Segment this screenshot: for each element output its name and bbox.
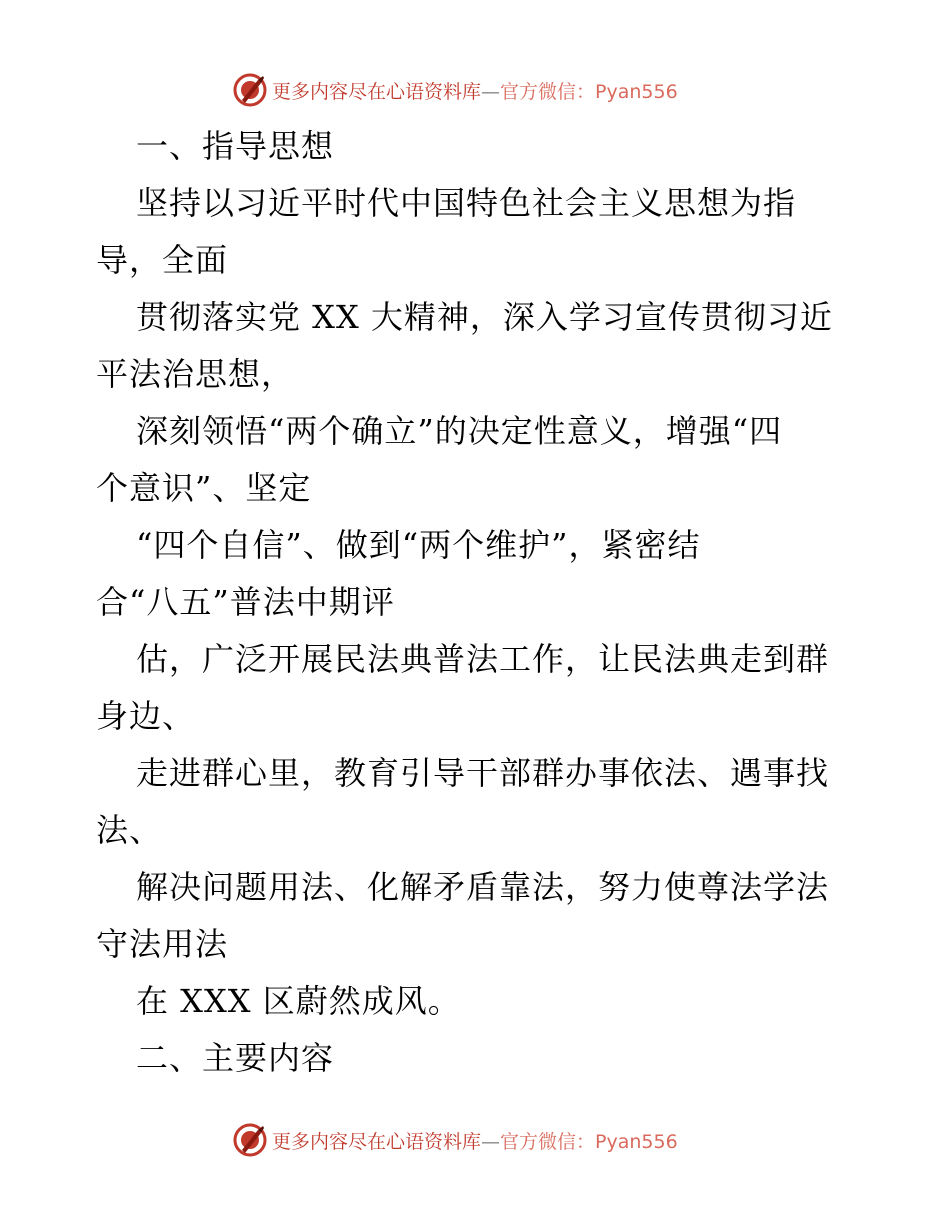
paragraph-line: 解决问题用法、化解矛盾靠法，努力使尊法学法	[136, 868, 830, 906]
footer-watermark	[232, 1120, 678, 1160]
section-heading: 一、指导思想	[136, 127, 335, 165]
paragraph-line: 合“八五”普法中期评	[96, 583, 395, 621]
watermark-dash: —	[481, 80, 501, 103]
paragraph-line: 身边、	[96, 697, 196, 735]
quill-seal-icon	[232, 72, 268, 108]
paragraph-line: “四个自信”、做到“两个维护”，紧密结	[136, 526, 701, 564]
header-watermark	[232, 70, 678, 110]
watermark-site: 更多内容尽在心语资料库	[272, 80, 482, 103]
paragraph-line: 法、	[96, 811, 163, 849]
paragraph-line: 在 XXX 区蔚然成风。	[136, 982, 461, 1020]
paragraph-line: 走进群心里，教育引导干部群办事依法、遇事找	[136, 754, 830, 792]
paragraph-line: 深刻领悟“两个确立”的决定性意义，增强“四	[136, 412, 783, 450]
document-body	[96, 118, 856, 1087]
watermark-contact: 官方微信：Pyan556	[500, 1130, 678, 1153]
paragraph-line: 个意识”、坚定	[96, 469, 312, 507]
watermark-text	[272, 77, 678, 104]
watermark-dash: —	[481, 1130, 501, 1153]
watermark-site: 更多内容尽在心语资料库	[272, 1130, 482, 1153]
paragraph-line: 贯彻落实党 XX 大精神，深入学习宣传贯彻习近	[136, 298, 833, 336]
paragraph-line: 导，全面	[96, 241, 229, 279]
watermark-text	[272, 1127, 678, 1154]
watermark-contact: 官方微信：Pyan556	[500, 80, 678, 103]
section-heading: 二、主要内容	[136, 1039, 335, 1077]
quill-seal-icon	[232, 1122, 268, 1158]
paragraph-line: 坚持以习近平时代中国特色社会主义思想为指	[136, 184, 797, 222]
paragraph-line: 守法用法	[96, 925, 229, 963]
paragraph-line: 平法治思想，	[96, 355, 295, 393]
paragraph-line: 估，广泛开展民法典普法工作，让民法典走到群	[136, 640, 830, 678]
